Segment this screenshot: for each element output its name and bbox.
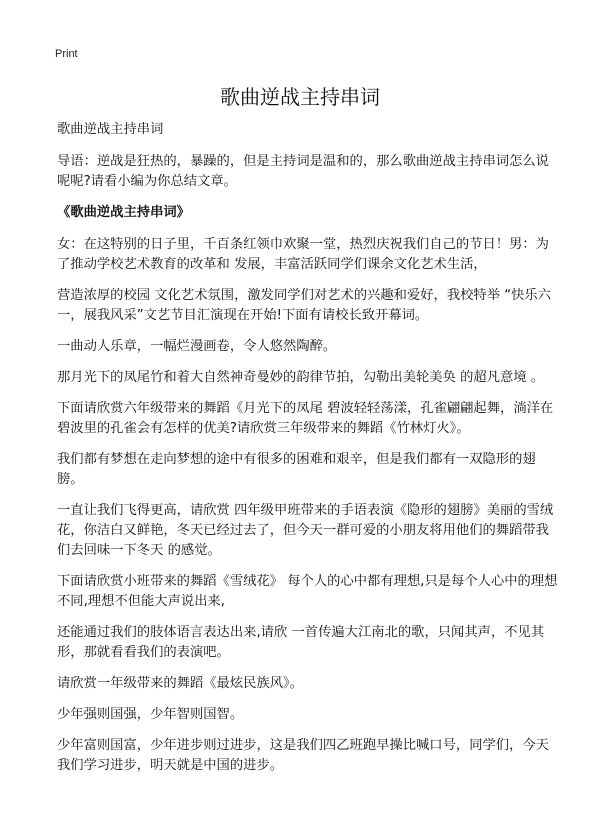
paragraph: 少年强则国强，少年智则国智。: [57, 707, 244, 722]
paragraph: 那月光下的凤尾竹和着大自然神奇曼妙的韵律节拍，勾勒出美轮美奂 的超凡意境 。: [57, 370, 545, 385]
paragraph: 还能通过我们的肢体语言表达出来,请欣 一首传遍大江南北的歌，只闻其声，不见其形，那就看看我们的表演吧。: [57, 625, 545, 660]
paragraph: 女：在这特别的日子里，千百条红领巾欢聚一堂，热烈庆祝我们自己的节日！男：为了推动学校艺术教育的改革和 发展，丰富活跃同学们课余文化艺术生活，: [57, 237, 549, 272]
paragraph: 营造浓厚的校园 文化艺术氛围，激发同学们对艺术的兴趣和爱好，我校特举 “快乐六一，展我风采”文艺节目汇演现在开始!下面有请校长致开幕词。: [57, 288, 552, 323]
print-link[interactable]: Print: [55, 48, 78, 60]
article-body: [57, 120, 560, 787]
paragraph: 一曲动人乐章，一幅烂漫画卷，令人悠然陶醉。: [57, 339, 337, 354]
paragraph: 下面请欣赏六年级带来的舞蹈《月光下的凤尾 碧波轻轻荡漾，孔雀翩翩起舞，淌洋在碧波里的孔雀会有怎样的优美?请欣赏三年级带来的舞蹈《竹林灯火》。: [57, 401, 554, 436]
paragraph: 下面请欣赏小班带来的舞蹈《雪绒花》 每个人的心中都有理想,只是每个人心中的理想不同,理想不但能大声说出来,: [57, 574, 558, 609]
paragraph: 请欣赏一年级带来的舞蹈《最炫民族风》。: [57, 676, 303, 691]
paragraph: 我们都有梦想在走向梦想的途中有很多的困难和艰辛，但是我们都有一双隐形的翅膀。: [57, 452, 536, 487]
paragraph: 一直让我们飞得更高，请欣赏 四年级甲班带来的手语表演《隐形的翅膀》美丽的雪绒花，你洁白又鲜艳，冬天已经过去了，但今天一群可爱的小朋友将用他们的舞蹈带我们去回味一下冬天 的感觉。: [57, 503, 554, 558]
paragraph: 少年富则国富，少年进步则过进步，这是我们四乙班跑早操比喊口号，同学们，今天 我们学习进步，明天就是中国的进步。: [57, 738, 549, 773]
intro-paragraph: 导语：逆战是狂热的，暴躁的，但是主持词是温和的，那么歌曲逆战主持串词怎么说呢呢?请看小编为你总结文章。: [57, 154, 549, 189]
section-heading: 《歌曲逆战主持串词》: [57, 205, 190, 220]
page-title: 歌曲逆战主持串词: [220, 85, 380, 109]
article-subtitle: 歌曲逆战主持串词: [57, 122, 164, 137]
